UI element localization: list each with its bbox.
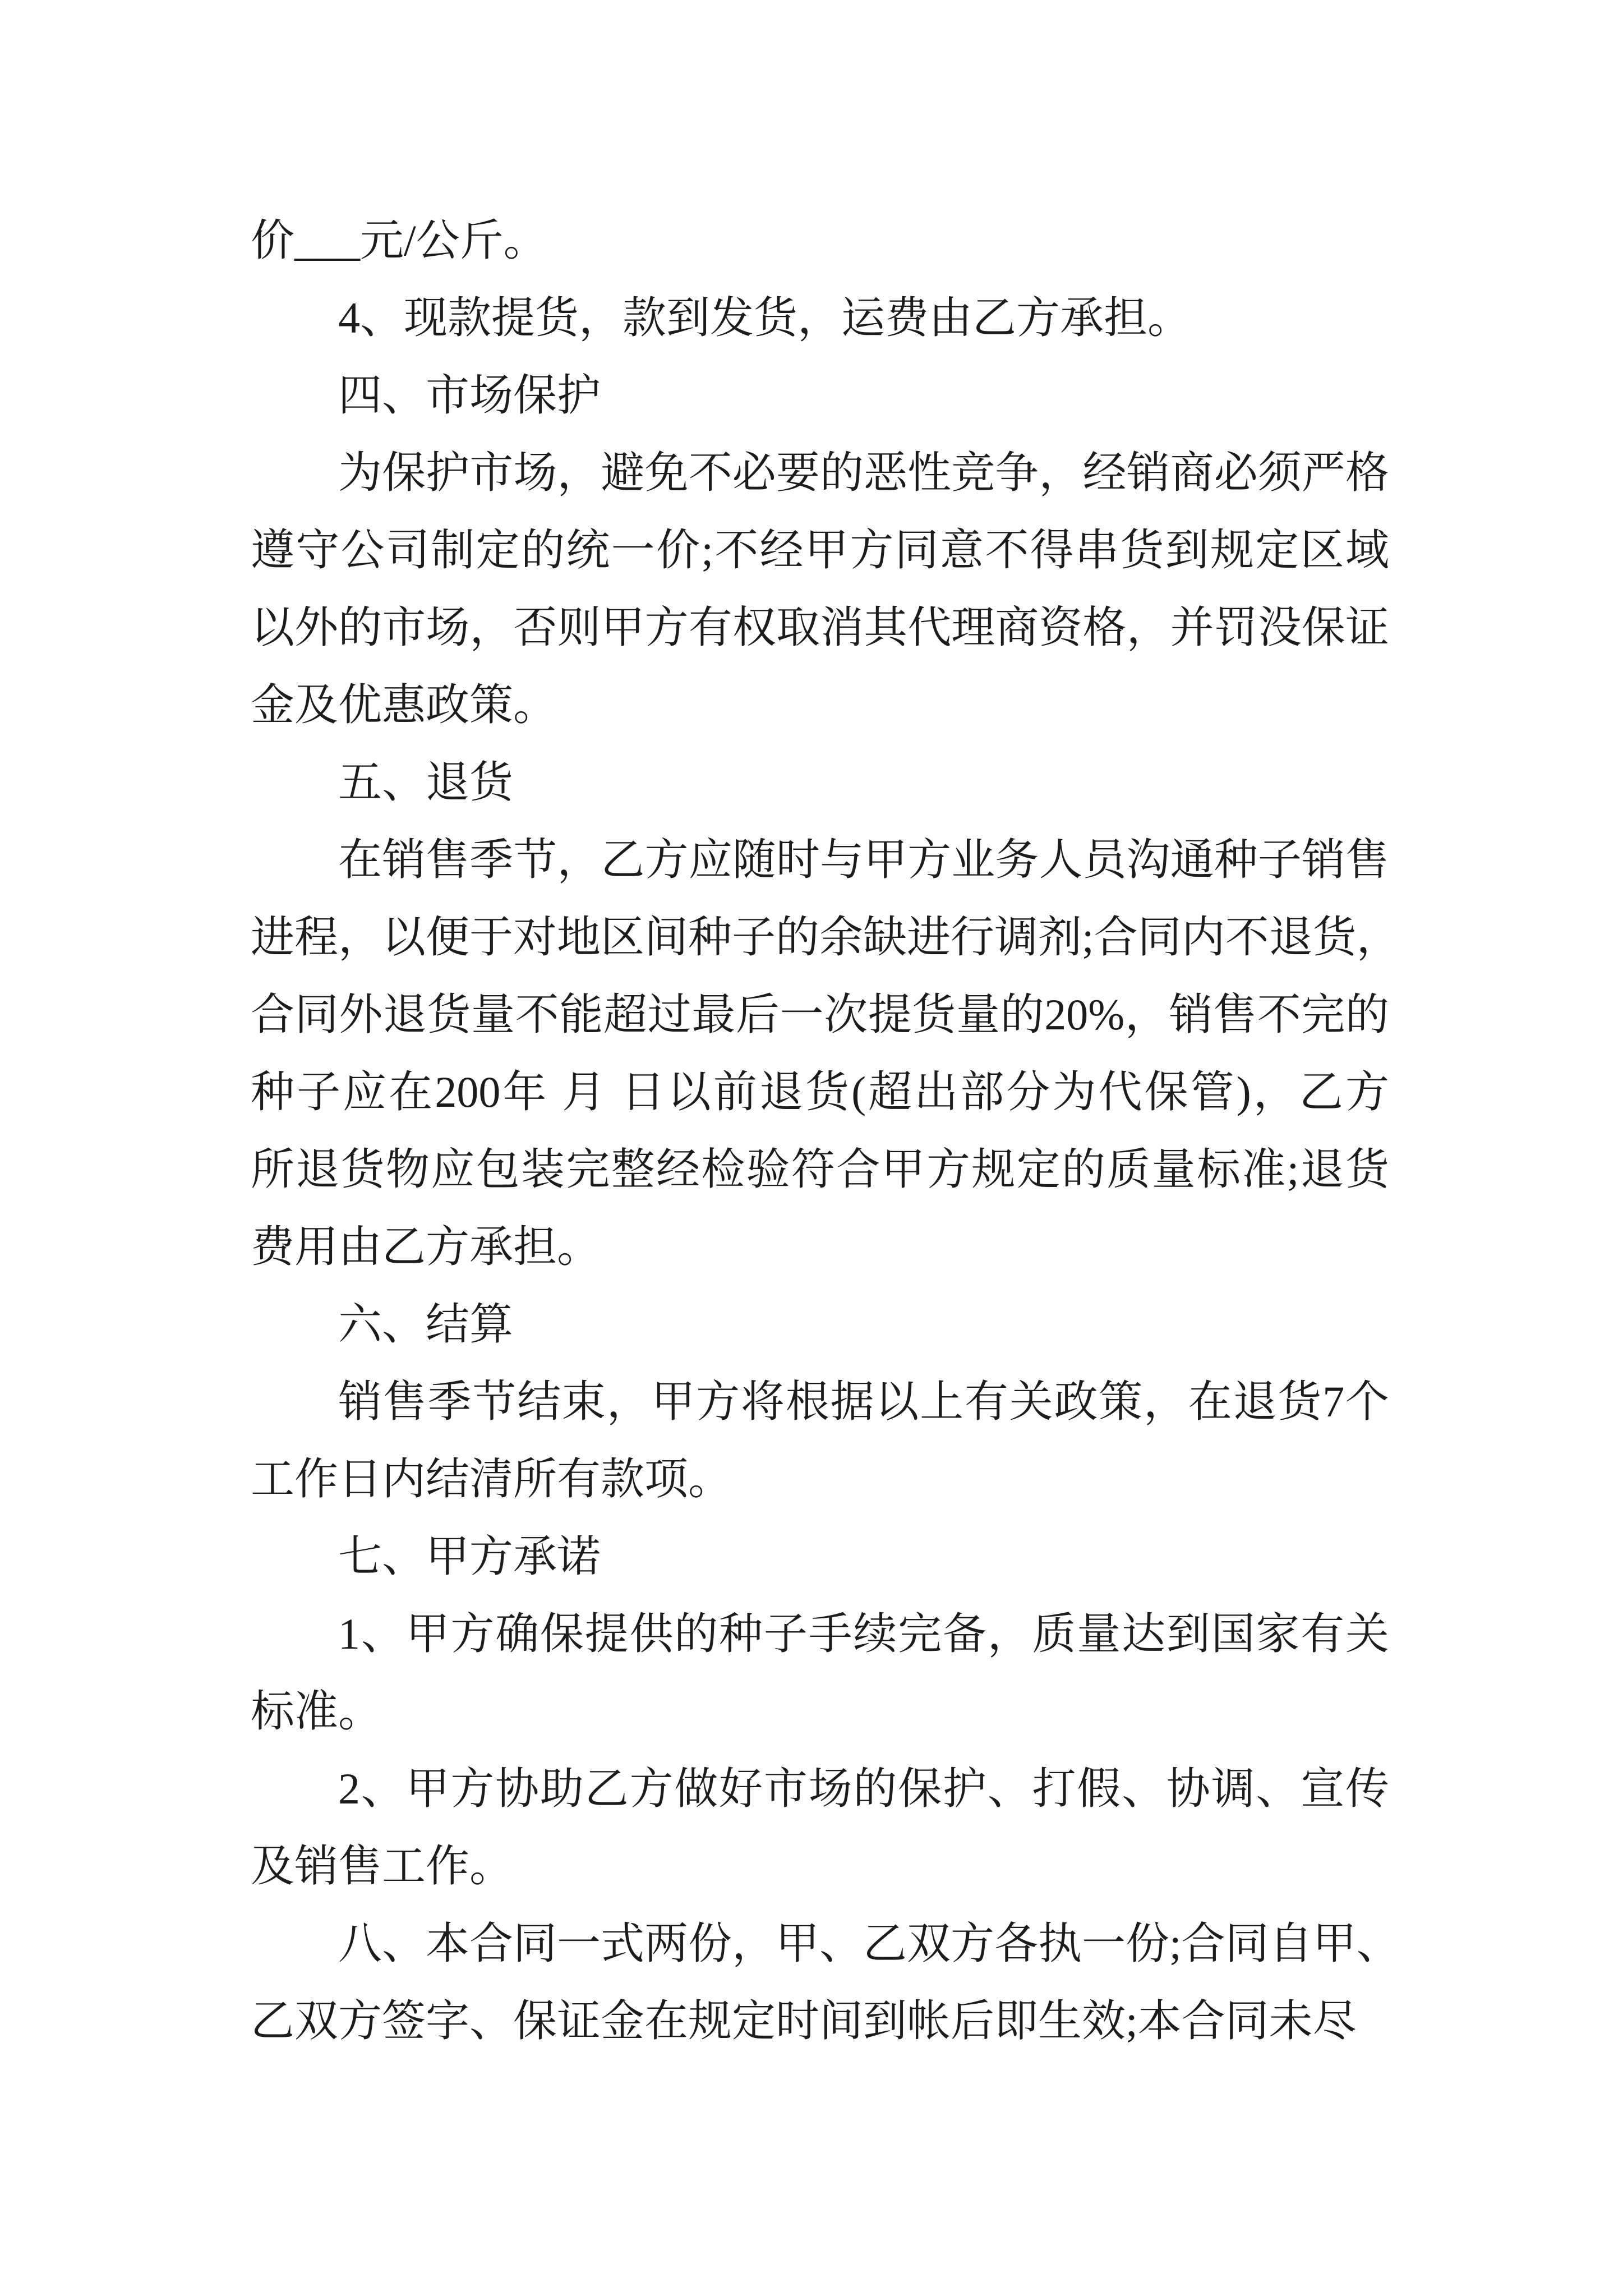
paragraph-commitment-2: [251, 1750, 1389, 1905]
text-line: 在销售季节，乙方应随时与甲方业务人员沟通种子销售: [338, 835, 1389, 884]
text-line: 合同外退货量不能超过最后一次提货量的20%，销售不完的: [251, 990, 1389, 1039]
text-line: 所退货物应包装完整经检验符合甲方规定的质量标准;退货: [251, 1145, 1389, 1194]
text-line: 遵守公司制定的统一价;不经甲方同意不得串货到规定区域: [251, 526, 1389, 574]
text-line: 销售季节结束，甲方将根据以上有关政策，在退货7个: [338, 1377, 1389, 1426]
text-line: 乙双方签字、保证金在规定时间到帐后即生效;本合同未尽: [251, 1996, 1357, 2045]
section-heading-market-protection: [251, 357, 1389, 434]
text-line: 八、本合同一式两份，甲、乙双方各执一份;合同自甲、: [338, 1919, 1400, 1968]
section-heading-settlement: [251, 1286, 1389, 1363]
text-line: 1、甲方确保提供的种子手续完备，质量达到国家有关: [338, 1609, 1389, 1658]
section-heading: 七、甲方承诺: [338, 1532, 601, 1581]
document-body: [251, 202, 1400, 2060]
text-line: 2、甲方协助乙方做好市场的保护、打假、协调、宣传: [338, 1764, 1389, 1813]
paragraph-settlement: [251, 1363, 1389, 1518]
section-heading: 五、退货: [338, 758, 514, 807]
section-heading-returns: [251, 744, 1389, 821]
paragraph-commitment-1: [251, 1595, 1389, 1750]
paragraph-market-protection: [251, 434, 1389, 744]
paragraph-clause-8: [251, 1905, 1400, 2060]
section-heading: 四、市场保护: [338, 371, 601, 420]
text-line: 价___元/公斤。: [251, 216, 547, 265]
text-line: 金及优惠政策。: [251, 680, 557, 729]
text-line: 及销售工作。: [251, 1842, 514, 1890]
section-heading: 六、结算: [338, 1300, 514, 1349]
text-line: 种子应在200年 月 日以前退货(超出部分为代保管)，乙方: [251, 1068, 1389, 1116]
text-line: 进程，以便于对地区间种子的余缺进行调剂;合同内不退货，: [251, 913, 1400, 961]
text-line: 以外的市场，否则甲方有权取消其代理商资格，并罚没保证: [251, 603, 1389, 652]
text-line: 标准。: [251, 1687, 382, 1736]
paragraph-continuation: [251, 202, 1389, 279]
paragraph-returns: [251, 821, 1400, 1286]
paragraph-clause-4: [251, 279, 1389, 357]
section-heading-party-a-commitments: [251, 1518, 1389, 1595]
text-line: 4、现款提货，款到发货，运费由乙方承担。: [338, 293, 1192, 342]
text-line: 为保护市场，避免不必要的恶性竞争，经销商必须严格: [338, 448, 1389, 497]
text-line: 费用由乙方承担。: [251, 1222, 601, 1271]
text-line: 工作日内结清所有款项。: [251, 1455, 732, 1503]
